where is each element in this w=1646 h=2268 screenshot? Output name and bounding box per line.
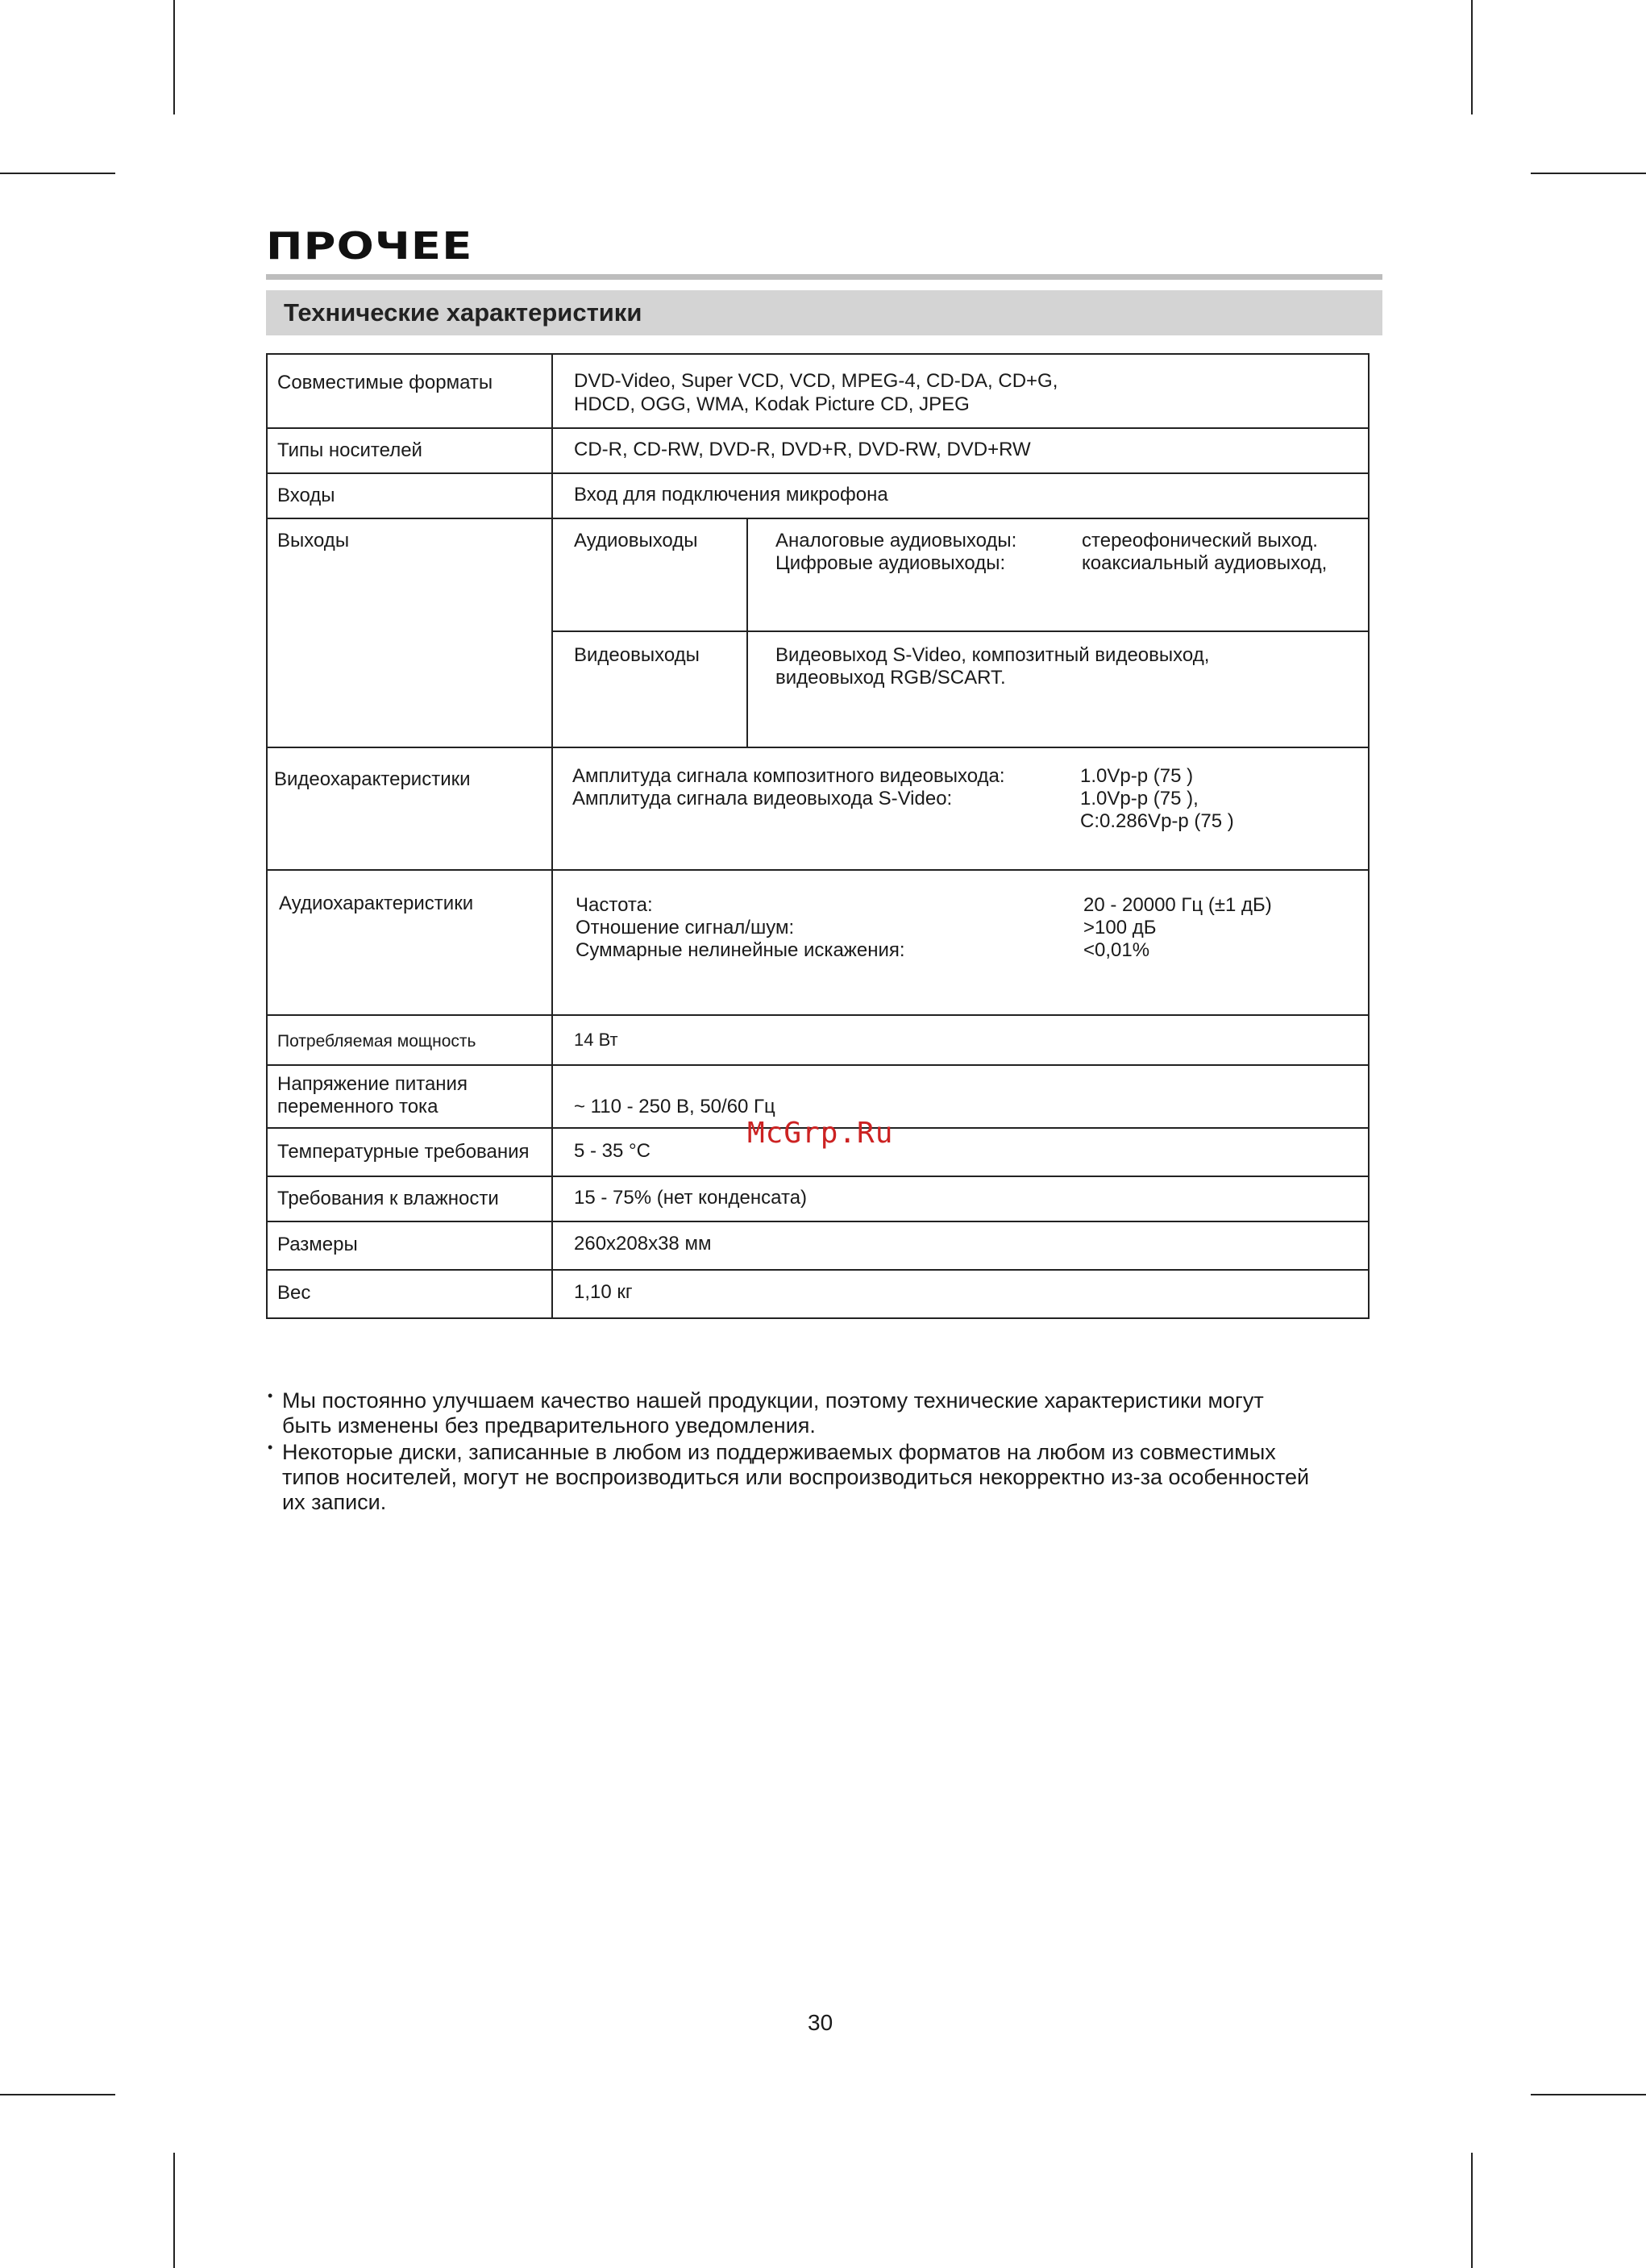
note-item: • Мы постоянно улучшаем качество нашей продукции, поэтому технические характеристики могут быть изменены без предварительного уведомления. <box>268 1388 1396 1438</box>
spec-label: Совместимые форматы <box>277 372 493 393</box>
spec-row-media <box>268 427 1368 472</box>
crop-mark <box>173 2153 175 2268</box>
audio-outputs-label: Аудиовыходы <box>574 530 698 551</box>
video-outputs-label: Видеовыходы <box>574 644 700 666</box>
spec-label: Напряжение питания <box>277 1073 468 1095</box>
crop-mark <box>173 0 175 114</box>
spec-row-outputs <box>268 518 1368 747</box>
spec-value: 15 - 75% (нет конденсата) <box>574 1187 808 1209</box>
digital-audio-label: Цифровые аудиовыходы: <box>775 552 1006 574</box>
spec-label: Выходы <box>277 530 350 551</box>
spec-label: Потребляемая мощность <box>277 1032 476 1051</box>
analog-audio-label: Аналоговые аудиовыходы: <box>775 530 1017 551</box>
crop-mark <box>0 173 115 174</box>
title-rule <box>266 274 1382 280</box>
spec-label: Требования к влажности <box>277 1188 499 1209</box>
spec-label: Типы носителей <box>277 439 422 461</box>
spec-row-inputs <box>268 472 1368 518</box>
crop-mark <box>1471 0 1473 114</box>
spec-row-weight <box>268 1269 1368 1317</box>
bullet-icon: • <box>268 1388 273 1404</box>
svideo-amplitude-value: 1.0Vp-p (75 ), <box>1080 788 1199 809</box>
page-number: 30 <box>808 2010 833 2035</box>
crop-mark <box>1471 2153 1473 2268</box>
spec-value: DVD-Video, Super VCD, VCD, MPEG-4, CD-DA, CD+G, <box>574 370 1058 392</box>
page-title: ПРОЧЕЕ <box>266 224 473 268</box>
crop-mark <box>1531 173 1646 174</box>
spec-value: 260x208x38 мм <box>574 1233 712 1255</box>
spec-row-dimensions <box>268 1221 1368 1269</box>
digital-audio-value: коаксиальный аудиовыход, <box>1082 552 1328 574</box>
spec-label: Видеохарактеристики <box>274 768 471 790</box>
spec-value: HDCD, OGG, WMA, Kodak Picture CD, JPEG <box>574 393 970 415</box>
thd-value: <0,01% <box>1083 939 1150 961</box>
spec-label: Входы <box>277 485 335 506</box>
spec-value: 1,10 кг <box>574 1281 633 1303</box>
spec-row-humidity <box>268 1176 1368 1221</box>
composite-amplitude-value: 1.0Vp-p (75 ) <box>1080 765 1194 787</box>
analog-audio-value: стереофонический выход. <box>1082 530 1318 551</box>
watermark: McGrp.Ru <box>747 1117 894 1150</box>
frequency-value: 20 - 20000 Гц (±1 дБ) <box>1083 894 1272 916</box>
spec-label: Температурные требования <box>277 1141 530 1163</box>
spec-row-formats <box>268 355 1368 427</box>
thd-label: Суммарные нелинейные искажения: <box>576 939 905 961</box>
spec-label: Вес <box>277 1282 311 1304</box>
snr-label: Отношение сигнал/шум: <box>576 917 795 938</box>
frequency-label: Частота: <box>576 894 653 916</box>
spec-row-audio <box>268 869 1368 1014</box>
spec-label: переменного тока <box>277 1096 439 1117</box>
spec-row-video <box>268 747 1368 869</box>
composite-amplitude-label: Амплитуда сигнала композитного видеовыхода: <box>572 765 1005 787</box>
spec-label: Размеры <box>277 1234 358 1255</box>
video-outputs-value: Видеовыход S-Video, композитный видеовыход, <box>775 644 1210 666</box>
spec-value: Вход для подключения микрофона <box>574 484 888 506</box>
notes <box>268 1388 1396 1517</box>
spec-value: ~ 110 - 250 В, 50/60 Гц <box>574 1096 775 1117</box>
spec-label: Аудиохарактеристики <box>279 893 474 914</box>
section-header <box>266 290 1382 335</box>
section-title: Технические характеристики <box>284 298 642 327</box>
video-outputs-value: видеовыход RGB/SCART. <box>775 667 1006 689</box>
svideo-amplitude-value: C:0.286Vp-p (75 ) <box>1080 810 1234 832</box>
svideo-amplitude-label: Амплитуда сигнала видеовыхода S-Video: <box>572 788 953 809</box>
spec-value: CD-R, CD-RW, DVD-R, DVD+R, DVD-RW, DVD+RW <box>574 439 1031 460</box>
crop-mark <box>0 2094 115 2095</box>
spec-value: 14 Вт <box>574 1030 618 1050</box>
bullet-icon: • <box>268 1439 273 1455</box>
snr-value: >100 дБ <box>1083 917 1157 938</box>
spec-value: 5 - 35 °C <box>574 1140 651 1162</box>
spec-row-power <box>268 1014 1368 1064</box>
spec-table <box>266 353 1370 1319</box>
crop-mark <box>1531 2094 1646 2095</box>
note-item: • Некоторые диски, записанные в любом из поддерживаемых форматов на любом из совместимых типов носителей, могут не воспроизводиться или воспроизводиться некорректно из-за особенностей их записи. <box>268 1440 1396 1515</box>
